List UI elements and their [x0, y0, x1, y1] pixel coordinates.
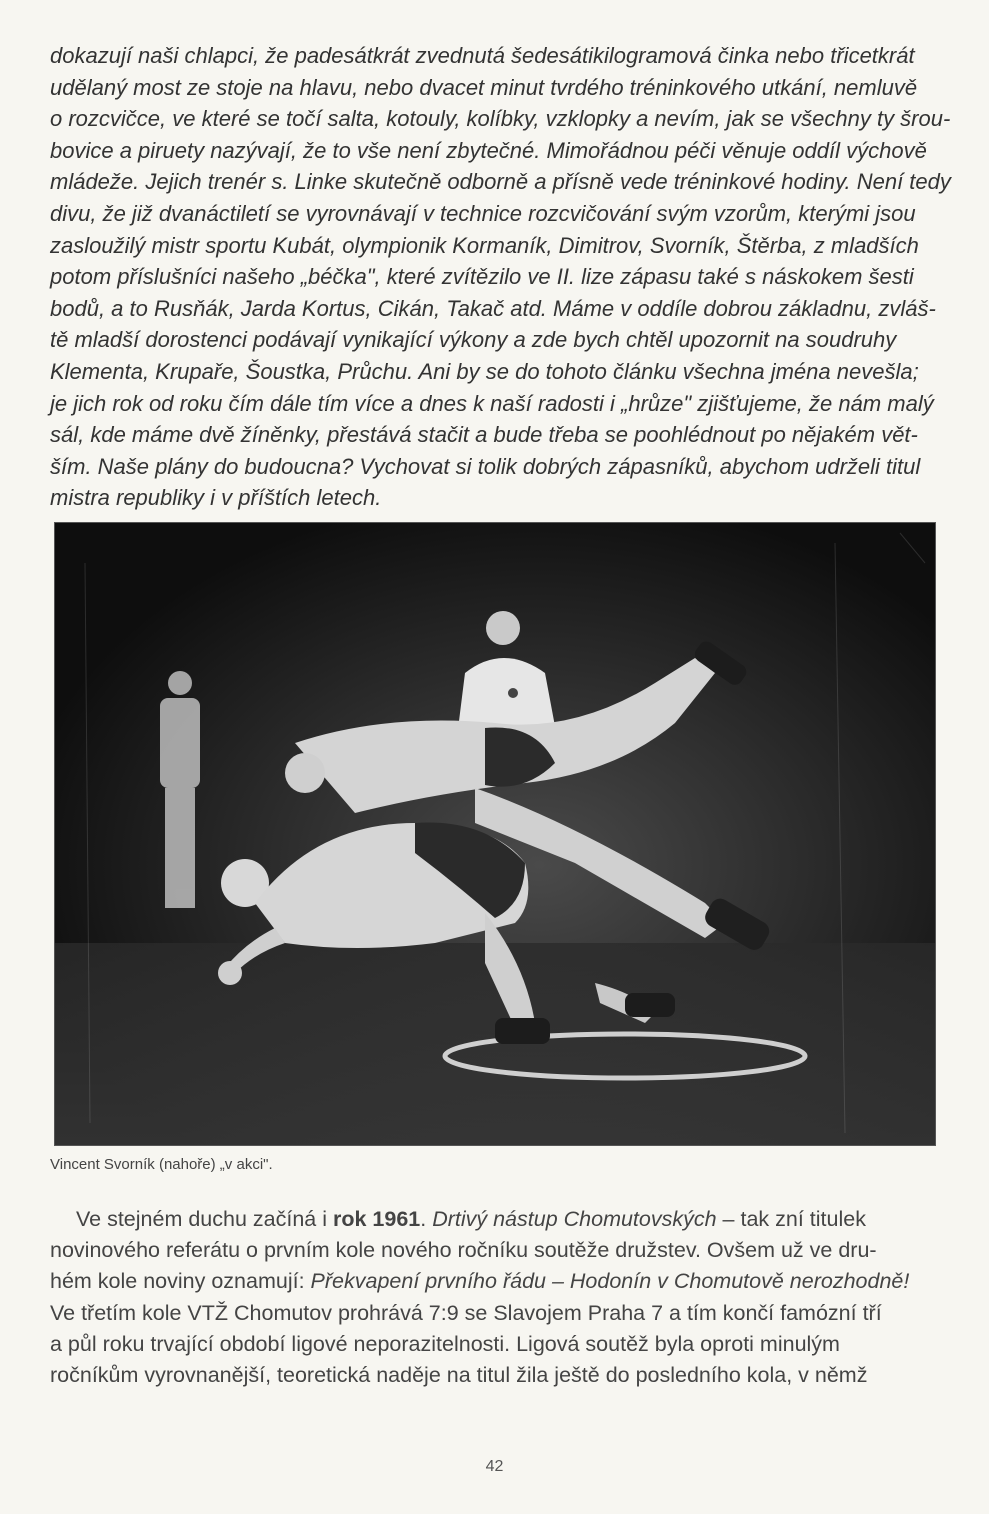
text-line: ším. Naše plány do budoucna? Vychovat si tolik dobrých zápasníků, abychom udrželi titul [50, 453, 921, 479]
text-line: je jich rok od roku čím dále tím více a dnes k naší radosti i „hrůze" zjišťujeme, že nám malý [50, 390, 934, 416]
text-line: mládeže. Jejich trenér s. Linke skutečně odborně a přísně vede tréninkové hodiny. Není tedy [50, 169, 951, 195]
text-line: mistra republiky i v příštích letech. [50, 485, 382, 511]
text-line: zasloužilý mistr sportu Kubát, olympionik Kormaník, Dimitrov, Svorník, Štěrba, z mladších [50, 232, 919, 258]
text-line: tě mladší dorostenci podávají vynikající výkony a zde bych chtěl upozornit na soudruhy [50, 327, 897, 353]
text-segment: . [420, 1207, 433, 1231]
text-segment: Ve stejném duchu začíná i [76, 1207, 333, 1231]
text-line: divu, že již dvanáctiletí se vyrovnávají v technice rozcvičování svým vzorům, kterými jsou [50, 200, 916, 226]
text-line: ročníkům vyrovnanější, teoretická naděje na titul žila ještě do posledního kola, v němž [50, 1363, 868, 1388]
text-line: potom příslušníci našeho „béčka", které zvítězilo ve II. lize zápasu také s náskokem šesti [50, 264, 914, 290]
text-segment: – tak zní titulek [716, 1207, 866, 1231]
text-line: dokazují naši chlapci, že padesátkrát zvednutá šedesátikilogramová činka nebo třicetkrát [50, 43, 915, 68]
italic-headline: Drtivý nástup Chomutovských [432, 1207, 717, 1231]
text-line: sál, kde máme dvě žíněnky, přestává stačit a bude třeba se poohlédnout po nějakém vět- [50, 422, 918, 448]
italic-headline: Překvapení prvního řádu – Hodonín v Chomutově nerozhodně! [310, 1269, 910, 1294]
text-line: udělaný most ze stoje na hlavu, nebo dvacet minut tvrdého tréninkového utkání, nemluvě [50, 74, 918, 100]
photo-caption: Vincent Svorník (nahoře) „v akci". [50, 1156, 273, 1173]
wrestling-photo [54, 522, 936, 1146]
text-line: bodů, a to Rusňák, Jarda Kortus, Cikán, Takač atd. Máme v oddíle dobrou základnu, zvláš- [50, 295, 936, 321]
text-line: novinového referátu o prvním kole nového ročníku soutěže družstev. Ovšem už ve dru- [50, 1238, 877, 1263]
text-line [50, 1266, 940, 1297]
top-paragraph [50, 40, 951, 514]
text-line: bovice a piruety nazývají, že to vše není zbytečné. Mimořádnou péči věnuje oddíl výchově [50, 137, 927, 163]
bottom-paragraph [50, 1204, 940, 1391]
text-line [50, 1204, 940, 1235]
text-segment: hém kole noviny oznamují: [50, 1269, 311, 1294]
text-line: Klementa, Krupaře, Šoustka, Průchu. Ani by se do tohoto článku všechna jména nevešla; [50, 358, 919, 384]
page-number: 42 [485, 1458, 504, 1475]
text-line: a půl roku trvající období ligové neporazitelnosti. Ligová soutěž byla oproti minulým [50, 1331, 840, 1356]
text-line: Ve třetím kole VTŽ Chomutov prohrává 7:9 se Slavojem Praha 7 a tím končí famózní tří [50, 1300, 882, 1325]
text-line: o rozcvičce, ve které se točí salta, kotouly, kolíbky, vzklopky a nevím, jak se všechny ty šrou- [50, 106, 951, 132]
bold-year: rok 1961 [332, 1207, 421, 1231]
